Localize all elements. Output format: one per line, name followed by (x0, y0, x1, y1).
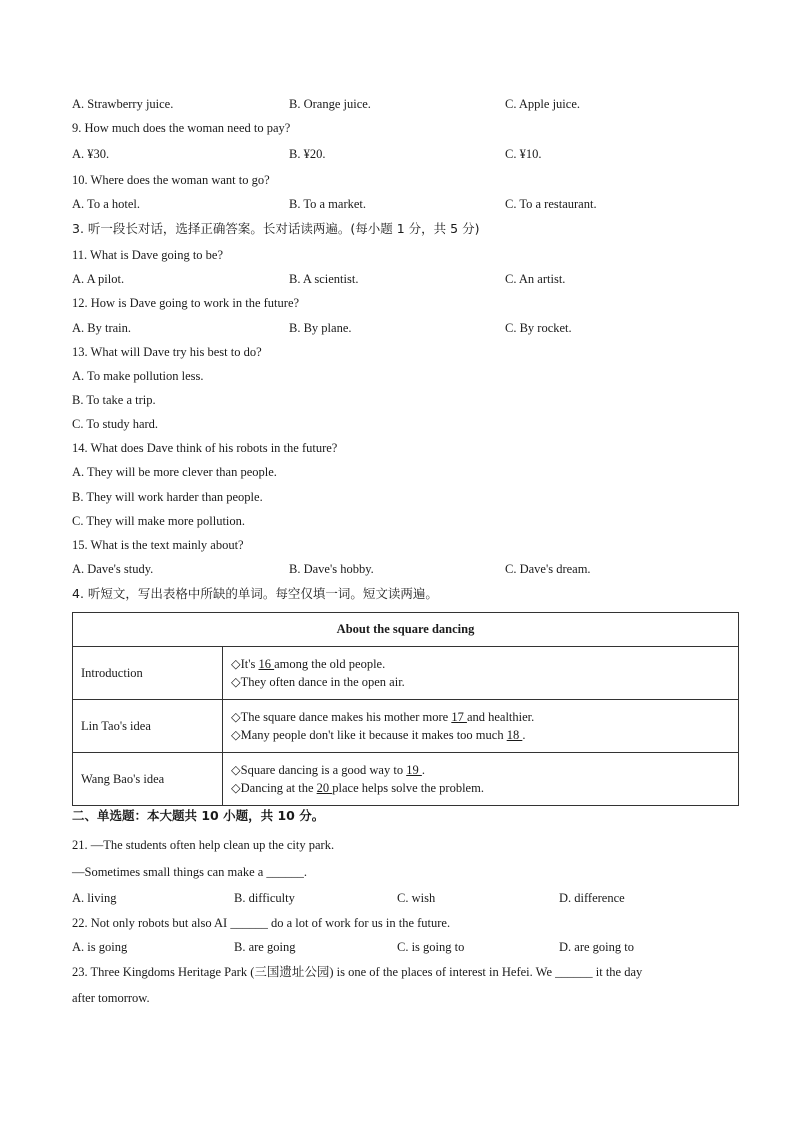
row-label-lin-tao: Lin Tao's idea (73, 700, 223, 753)
row-label-wang-bao: Wang Bao's idea (73, 753, 223, 806)
q21-line2: —Sometimes small things can make a ______. (72, 865, 308, 879)
content-line (231, 655, 730, 673)
q22-option-c: C. is going to (397, 940, 465, 954)
blank-17: 17 (451, 710, 467, 724)
q23-line2: after tomorrow. (72, 991, 150, 1005)
q12-option-b: B. By plane. (289, 321, 352, 335)
row-content-introduction (223, 647, 739, 700)
text: and healthier. (466, 710, 535, 724)
q13-option-c: C. To study hard. (72, 417, 159, 431)
section4-title: 4. 听短文，写出表格中所缺的单词。每空仅填一词。短文读两遍。 (72, 586, 438, 601)
table-header-row (73, 613, 739, 647)
q13-option-a: A. To make pollution less. (72, 369, 204, 383)
text: . (421, 763, 425, 777)
text: ◇The square dance makes his mother more (231, 710, 452, 724)
section3-title: 3. 听一段长对话，选择正确答案。长对话读两遍。(每小题 1 分，共 5 分) (72, 221, 480, 236)
q21-option-c: C. wish (397, 891, 436, 905)
row-content-lin-tao (223, 700, 739, 753)
q15-question: 15. What is the text mainly about? (72, 538, 244, 552)
q8-option-c: C. Apple juice. (505, 97, 580, 111)
q11-option-c: C. An artist. (505, 272, 566, 286)
q21-option-b: B. difficulty (234, 891, 295, 905)
square-dancing-table (72, 612, 739, 806)
q11-option-a: A. A pilot. (72, 272, 125, 286)
q10-option-c: C. To a restaurant. (505, 197, 597, 211)
blank-19: 19 (406, 763, 422, 777)
blank-20: 20 (316, 781, 333, 795)
text: ◇Square dancing is a good way to (231, 763, 407, 777)
q8-option-a: A. Strawberry juice. (72, 97, 174, 111)
q9-question: 9. How much does the woman need to pay? (72, 121, 291, 135)
q21-line1: 21. —The students often help clean up the city park. (72, 838, 335, 852)
text: . (522, 728, 526, 742)
q8-option-b: B. Orange juice. (289, 97, 371, 111)
q15-option-c: C. Dave's dream. (505, 562, 591, 576)
q21-option-d: D. difference (559, 891, 625, 905)
q13-question: 13. What will Dave try his best to do? (72, 345, 262, 359)
row-content-wang-bao (223, 753, 739, 806)
q22-option-b: B. are going (234, 940, 296, 954)
content-line (231, 779, 730, 797)
q9-option-c: C. ¥10. (505, 147, 542, 161)
q21-option-a: A. living (72, 891, 117, 905)
q14-option-a: A. They will be more clever than people. (72, 465, 277, 479)
q14-option-b: B. They will work harder than people. (72, 490, 263, 504)
text: ◇Dancing at the (231, 781, 317, 795)
q15-option-b: B. Dave's hobby. (289, 562, 374, 576)
table-row (73, 753, 739, 806)
q10-option-b: B. To a market. (289, 197, 367, 211)
q14-question: 14. What does Dave think of his robots in the future? (72, 441, 338, 455)
q22-question: 22. Not only robots but also AI ______ do a lot of work for us in the future. (72, 916, 451, 930)
text: ◇It's (231, 657, 259, 671)
text: among the old people. (274, 657, 386, 671)
table-header: About the square dancing (73, 613, 739, 647)
q10-option-a: A. To a hotel. (72, 197, 140, 211)
content-line: ◇They often dance in the open air. (231, 675, 405, 689)
content-line (231, 708, 730, 726)
blank-16: 16 (258, 657, 275, 671)
q12-option-a: A. By train. (72, 321, 132, 335)
q22-option-d: D. are going to (559, 940, 634, 954)
content-line (231, 761, 730, 779)
text: ◇Many people don't like it because it makes too much (231, 728, 507, 742)
q12-question: 12. How is Dave going to work in the future? (72, 296, 300, 310)
content-line (231, 726, 730, 744)
q13-option-b: B. To take a trip. (72, 393, 156, 407)
q23-line1: 23. Three Kingdoms Heritage Park (三国遗址公园) is one of the places of interest in Hefei. We ______ it the day (72, 965, 643, 979)
text: place helps solve the problem. (332, 781, 484, 795)
row-label-introduction: Introduction (73, 647, 223, 700)
q9-option-b: B. ¥20. (289, 147, 326, 161)
q14-option-c: C. They will make more pollution. (72, 514, 246, 528)
part2-title: 二、单选题：本大题共 10 小题，共 10 分。 (72, 808, 325, 823)
q10-question: 10. Where does the woman want to go? (72, 173, 270, 187)
q9-option-a: A. ¥30. (72, 147, 110, 161)
q22-option-a: A. is going (72, 940, 128, 954)
table-row (73, 700, 739, 753)
q12-option-c: C. By rocket. (505, 321, 572, 335)
blank-18: 18 (506, 728, 523, 742)
q11-question: 11. What is Dave going to be? (72, 248, 224, 262)
q11-option-b: B. A scientist. (289, 272, 359, 286)
q15-option-a: A. Dave's study. (72, 562, 154, 576)
table-row (73, 647, 739, 700)
